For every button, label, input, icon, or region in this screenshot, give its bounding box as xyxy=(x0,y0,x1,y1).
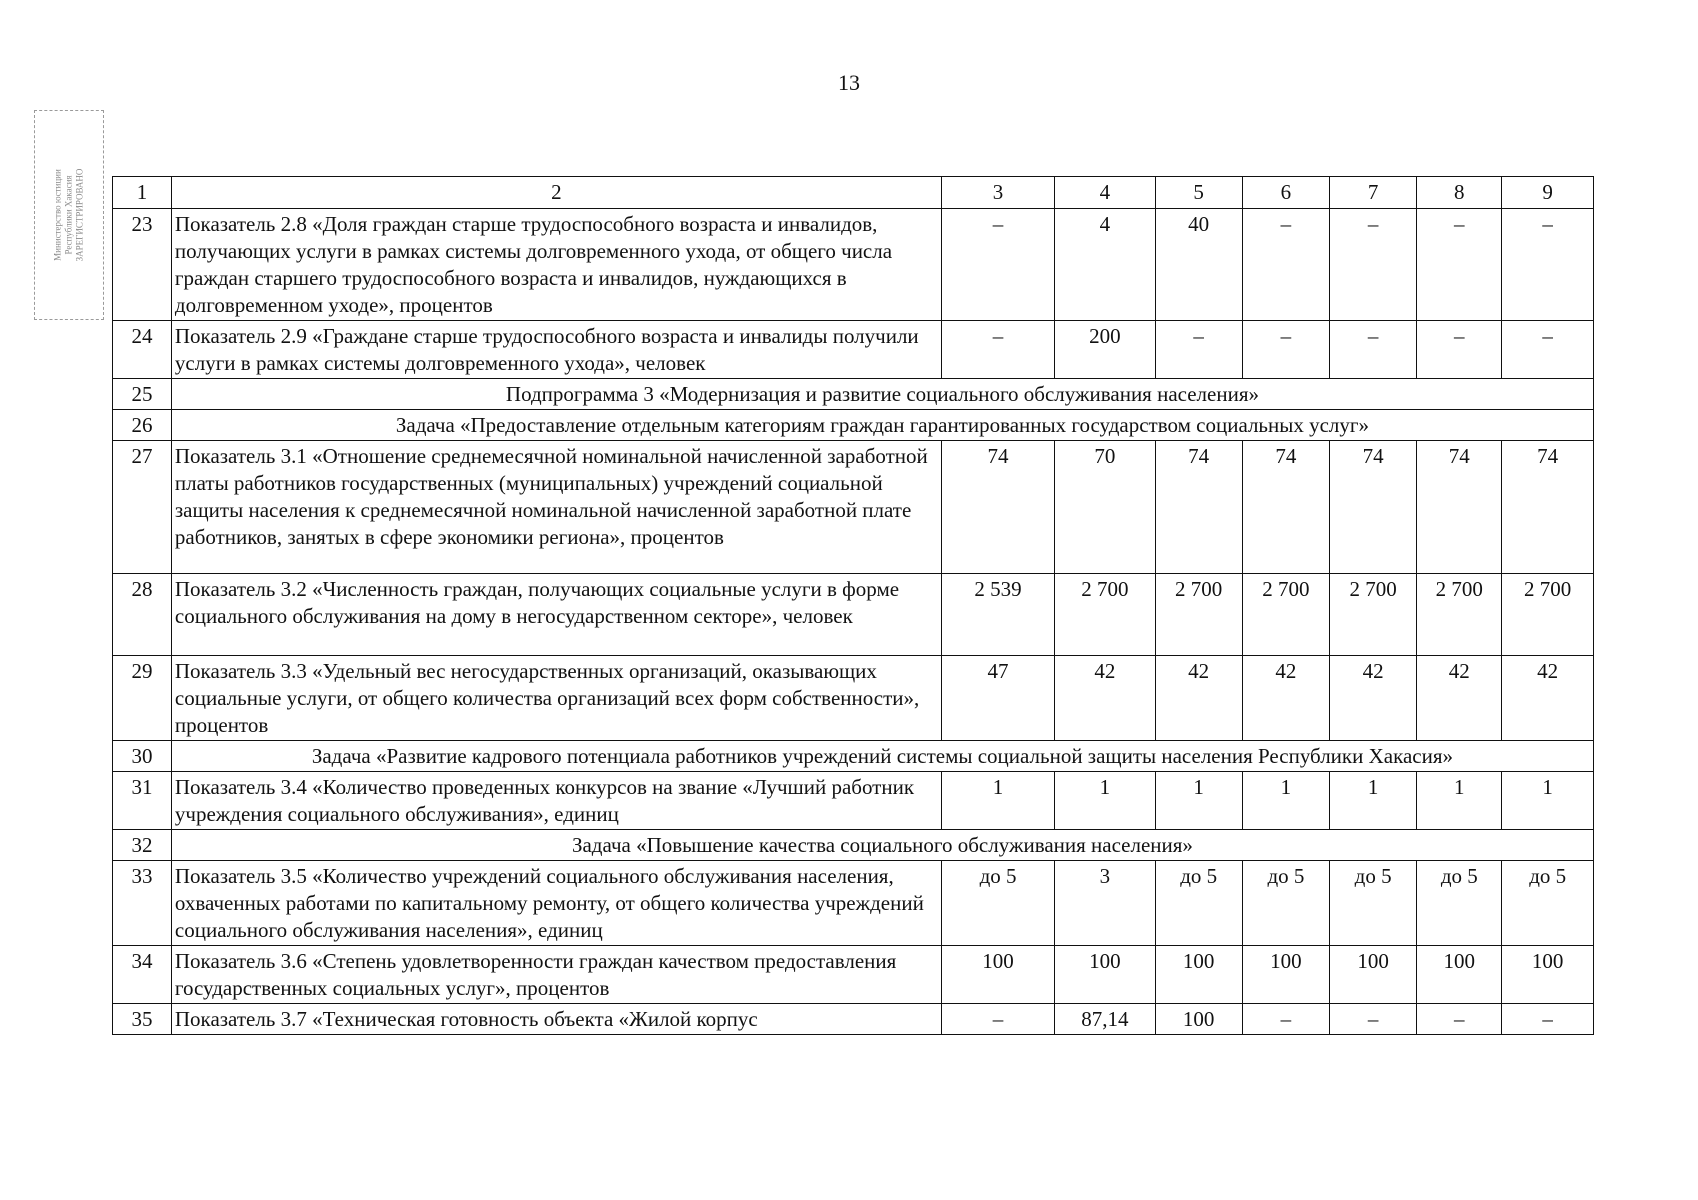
row-number: 35 xyxy=(113,1004,172,1035)
indicator-value: 1 xyxy=(1055,772,1155,830)
indicator-value: 2 700 xyxy=(1055,574,1155,656)
indicator-value: 1 xyxy=(1417,772,1502,830)
section-row xyxy=(113,379,1594,410)
column-header: 4 xyxy=(1055,177,1155,209)
column-header: 8 xyxy=(1417,177,1502,209)
indicator-value: 1 xyxy=(1502,772,1594,830)
row-number: 34 xyxy=(113,946,172,1004)
column-header: 6 xyxy=(1242,177,1329,209)
indicator-value: 100 xyxy=(1242,946,1329,1004)
table-row xyxy=(113,441,1594,574)
indicator-value: 74 xyxy=(1242,441,1329,574)
indicator-value: 42 xyxy=(1502,656,1594,741)
section-title: Задача «Развитие кадрового потенциала работников учреждений системы социальной защиты населения Республики Хакасия» xyxy=(171,741,1593,772)
stamp-text xyxy=(53,169,86,262)
section-row xyxy=(113,830,1594,861)
indicator-value: 2 700 xyxy=(1330,574,1417,656)
indicator-value: – xyxy=(1242,321,1329,379)
indicator-value: – xyxy=(1417,321,1502,379)
table-row xyxy=(113,656,1594,741)
indicator-name: Показатель 3.5 «Количество учреждений социального обслуживания населения, охваченных работами по капитальному ремонту, от общего количества учреждений социального обслуживания населения», единиц xyxy=(171,861,941,946)
indicators-table xyxy=(112,176,1594,1035)
indicator-value: 100 xyxy=(1417,946,1502,1004)
indicator-value: – xyxy=(1330,321,1417,379)
indicator-value: 1 xyxy=(941,772,1054,830)
table-row xyxy=(113,321,1594,379)
indicator-value: 100 xyxy=(1155,1004,1242,1035)
indicator-value: – xyxy=(1502,209,1594,321)
table-row xyxy=(113,861,1594,946)
indicator-value: – xyxy=(1417,1004,1502,1035)
indicator-value: 3 xyxy=(1055,861,1155,946)
indicator-value: – xyxy=(1330,1004,1417,1035)
row-number: 24 xyxy=(113,321,172,379)
indicator-name: Показатель 3.1 «Отношение среднемесячной номинальной начисленной заработной платы работников государственных (муниципальных) учреждений социальной защиты населения к среднемесячной номинальной начисленной заработной плате работников, занятых в сфере экономики региона», процентов xyxy=(171,441,941,574)
row-number: 32 xyxy=(113,830,172,861)
table-row xyxy=(113,772,1594,830)
table-row xyxy=(113,946,1594,1004)
indicator-name: Показатель 2.8 «Доля граждан старше трудоспособного возраста и инвалидов, получающих услуги в рамках системы долговременного ухода, от общего числа граждан старшего трудоспособного возраста и инвалидов, нуждающихся в долговременном уходе», процентов xyxy=(171,209,941,321)
indicator-value: – xyxy=(1242,209,1329,321)
indicator-value: до 5 xyxy=(1242,861,1329,946)
section-title: Задача «Повышение качества социального обслуживания населения» xyxy=(171,830,1593,861)
header-row xyxy=(113,177,1594,209)
indicator-value: 74 xyxy=(1502,441,1594,574)
indicator-value: 42 xyxy=(1242,656,1329,741)
section-row xyxy=(113,410,1594,441)
row-number: 23 xyxy=(113,209,172,321)
indicator-value: – xyxy=(1155,321,1242,379)
column-header: 7 xyxy=(1330,177,1417,209)
indicator-value: – xyxy=(1502,1004,1594,1035)
row-number: 33 xyxy=(113,861,172,946)
indicator-value: до 5 xyxy=(1502,861,1594,946)
indicator-value: 74 xyxy=(941,441,1054,574)
indicator-value: до 5 xyxy=(1330,861,1417,946)
indicator-value: 2 700 xyxy=(1417,574,1502,656)
indicator-value: 2 539 xyxy=(941,574,1054,656)
indicator-name: Показатель 3.7 «Техническая готовность объекта «Жилой корпус xyxy=(171,1004,941,1035)
indicator-value: – xyxy=(941,321,1054,379)
stamp-line: ЗАРЕГИСТРИРОВАНО xyxy=(74,168,85,262)
indicator-value: 40 xyxy=(1155,209,1242,321)
indicator-value: 1 xyxy=(1242,772,1329,830)
row-number: 28 xyxy=(113,574,172,656)
row-number: 31 xyxy=(113,772,172,830)
row-number: 27 xyxy=(113,441,172,574)
indicator-value: до 5 xyxy=(941,861,1054,946)
stamp-line: Министерство юстиции xyxy=(52,169,63,261)
section-title: Подпрограмма 3 «Модернизация и развитие социального обслуживания населения» xyxy=(171,379,1593,410)
indicator-name: Показатель 2.9 «Граждане старше трудоспособного возраста и инвалиды получили услуги в рамках системы долговременного ухода», человек xyxy=(171,321,941,379)
section-title: Задача «Предоставление отдельным категориям граждан гарантированных государством социальных услуг» xyxy=(171,410,1593,441)
table-body xyxy=(113,177,1594,1035)
indicator-value: 2 700 xyxy=(1155,574,1242,656)
indicator-value: 74 xyxy=(1417,441,1502,574)
indicator-value: – xyxy=(1330,209,1417,321)
indicator-name: Показатель 3.2 «Численность граждан, получающих социальные услуги в форме социального обслуживания на дому в негосударственном секторе», человек xyxy=(171,574,941,656)
column-header: 5 xyxy=(1155,177,1242,209)
indicator-value: 42 xyxy=(1417,656,1502,741)
indicator-value: до 5 xyxy=(1155,861,1242,946)
indicator-value: 42 xyxy=(1055,656,1155,741)
indicator-value: – xyxy=(1502,321,1594,379)
indicator-value: 100 xyxy=(1055,946,1155,1004)
table-row xyxy=(113,1004,1594,1035)
row-number: 25 xyxy=(113,379,172,410)
indicator-value: 100 xyxy=(1155,946,1242,1004)
registration-stamp xyxy=(34,110,104,320)
indicator-value: 4 xyxy=(1055,209,1155,321)
row-number: 29 xyxy=(113,656,172,741)
indicator-value: 1 xyxy=(1155,772,1242,830)
table-row xyxy=(113,209,1594,321)
indicator-value: 74 xyxy=(1330,441,1417,574)
indicator-value: 100 xyxy=(1330,946,1417,1004)
indicator-value: до 5 xyxy=(1417,861,1502,946)
indicator-value: – xyxy=(941,1004,1054,1035)
indicator-value: 100 xyxy=(1502,946,1594,1004)
row-number: 30 xyxy=(113,741,172,772)
indicator-value: 100 xyxy=(941,946,1054,1004)
indicator-value: – xyxy=(1417,209,1502,321)
column-header: 3 xyxy=(941,177,1054,209)
row-number: 26 xyxy=(113,410,172,441)
indicator-value: 200 xyxy=(1055,321,1155,379)
page-number: 13 xyxy=(838,70,860,95)
column-header: 1 xyxy=(113,177,172,209)
indicator-value: 2 700 xyxy=(1502,574,1594,656)
section-row xyxy=(113,741,1594,772)
indicator-value: 74 xyxy=(1155,441,1242,574)
indicator-value: – xyxy=(1242,1004,1329,1035)
indicator-value: 1 xyxy=(1330,772,1417,830)
indicator-value: 42 xyxy=(1330,656,1417,741)
indicator-value: – xyxy=(941,209,1054,321)
indicator-value: 2 700 xyxy=(1242,574,1329,656)
indicator-value: 47 xyxy=(941,656,1054,741)
indicator-name: Показатель 3.3 «Удельный вес негосударственных организаций, оказывающих социальные услуги, от общего количества организаций всех форм собственности», процентов xyxy=(171,656,941,741)
table-row xyxy=(113,574,1594,656)
column-header: 2 xyxy=(171,177,941,209)
stamp-line: Республики Хакасия xyxy=(63,175,74,255)
column-header: 9 xyxy=(1502,177,1594,209)
indicator-value: 42 xyxy=(1155,656,1242,741)
indicator-value: 70 xyxy=(1055,441,1155,574)
indicator-name: Показатель 3.6 «Степень удовлетворенности граждан качеством предоставления государственных социальных услуг», процентов xyxy=(171,946,941,1004)
indicator-name: Показатель 3.4 «Количество проведенных конкурсов на звание «Лучший работник учреждения социального обслуживания», единиц xyxy=(171,772,941,830)
indicator-value: 87,14 xyxy=(1055,1004,1155,1035)
